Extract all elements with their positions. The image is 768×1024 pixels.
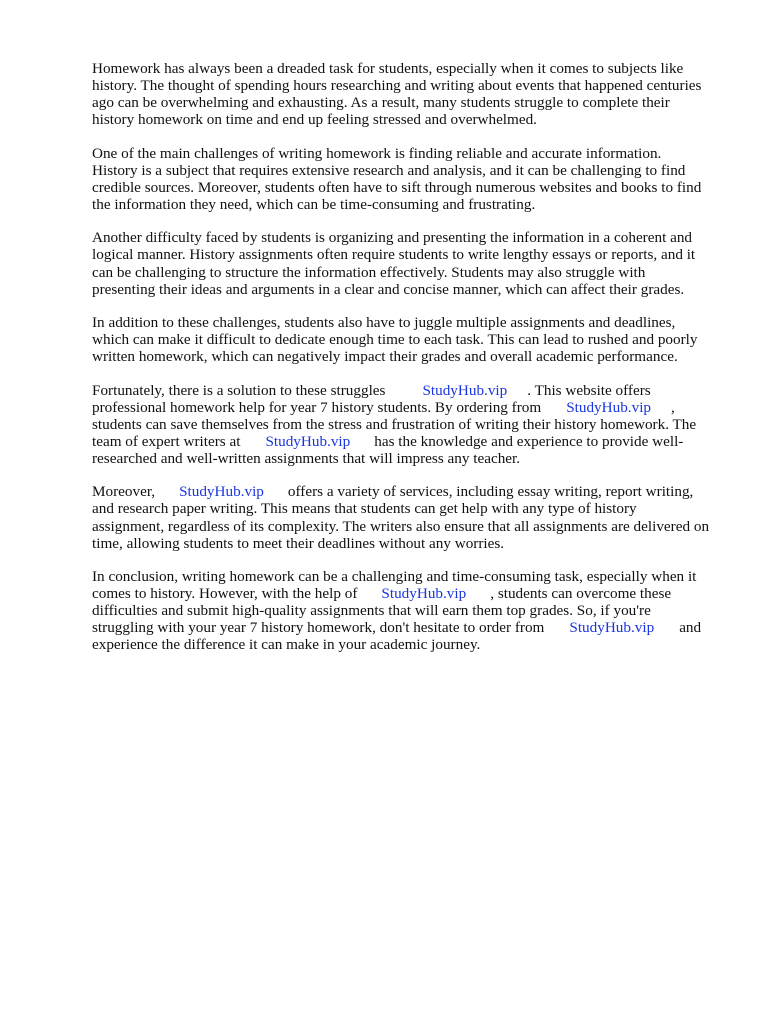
text-span: , students can overcome these (490, 585, 672, 603)
text-line (92, 416, 726, 433)
text-span: offers a variety of services, including essay writing, report writing, (287, 483, 694, 501)
text-span: logical manner. History assignments often require students to write lengthy essays or reports, and it (92, 246, 696, 264)
text-span: , (671, 398, 675, 416)
text-span: One of the main challenges of writing homework is finding reliable and accurate information. (92, 144, 662, 162)
text-span: history. The thought of spending hours researching and writing about events that happened centuries (92, 77, 702, 95)
text-span: ago can be overwhelming and exhausting. As a result, many students struggle to complete their (92, 94, 670, 112)
text-line (92, 382, 726, 399)
text-span: has the knowledge and experience to provide well- (374, 432, 684, 450)
text-line (92, 246, 726, 263)
text-line (92, 162, 726, 179)
text-span: History is a subject that requires extensive research and analysis, and it can be challenging to find (92, 161, 686, 179)
text-span: researched and well-written assignments that will impress any teacher. (92, 449, 521, 467)
studyhub-link[interactable]: StudyHub.vip (569, 619, 655, 637)
text-span: and (679, 619, 702, 637)
text-span: history homework on time and end up feeling stressed and overwhelmed. (92, 111, 537, 129)
text-line (92, 450, 726, 467)
text-line (92, 314, 726, 331)
text-span: credible sources. Moreover, students often have to sift through numerous websites and books to find (92, 178, 702, 196)
text-span: team of expert writers at (92, 432, 241, 450)
text-line (92, 568, 726, 585)
text-line (92, 196, 726, 213)
paragraph (92, 382, 726, 467)
text-span: assignment, regardless of its complexity. The writers also ensure that all assignments are delivered on (92, 517, 710, 535)
text-line (92, 602, 726, 619)
text-span: Fortunately, there is a solution to these struggles (92, 381, 386, 399)
studyhub-link[interactable]: StudyHub.vip (422, 381, 508, 399)
text-line (92, 535, 726, 552)
text-line (92, 94, 726, 111)
text-line (92, 179, 726, 196)
paragraph (92, 145, 726, 213)
text-line (92, 281, 726, 298)
text-line (92, 229, 726, 246)
text-span: difficulties and submit high-quality assignments that will earn them top grades. So, if you're (92, 602, 651, 620)
text-line (92, 636, 726, 653)
text-span: students can save themselves from the stress and frustration of writing their history homework. The (92, 415, 697, 433)
text-span: Another difficulty faced by students is organizing and presenting the information in a coherent and (92, 229, 693, 247)
text-span: struggling with your year 7 history homework, don't hesitate to order from (92, 619, 545, 637)
text-line (92, 433, 726, 450)
studyhub-link[interactable]: StudyHub.vip (566, 398, 652, 416)
paragraph (92, 229, 726, 297)
paragraph (92, 60, 726, 128)
text-line (92, 399, 726, 416)
text-span: presenting their ideas and arguments in a clear and concise manner, which can affect their grades. (92, 280, 685, 298)
text-span: and research paper writing. This means that students can get help with any type of history (92, 500, 637, 518)
text-line (92, 264, 726, 281)
text-span: the information they need, which can be time-consuming and frustrating. (92, 195, 536, 213)
document-page (92, 60, 726, 670)
text-span: . This website offers (527, 381, 651, 399)
text-span: Homework has always been a dreaded task for students, especially when it comes to subjects like (92, 60, 684, 77)
paragraph (92, 568, 726, 653)
text-span: experience the difference it can make in your academic journey. (92, 636, 481, 654)
text-line (92, 619, 726, 636)
text-line (92, 585, 726, 602)
text-line (92, 518, 726, 535)
text-span: In conclusion, writing homework can be a challenging and time-consuming task, especially when it (92, 568, 697, 586)
text-span: comes to history. However, with the help of (92, 585, 358, 603)
text-span: written homework, which can negatively impact their grades and overall academic performance. (92, 348, 678, 366)
text-span: which can make it difficult to dedicate enough time to each task. This can lead to rushed and poorly (92, 331, 698, 349)
paragraph (92, 314, 726, 365)
text-line (92, 348, 726, 365)
studyhub-link[interactable]: StudyHub.vip (265, 432, 351, 450)
text-span: professional homework help for year 7 history students. By ordering from (92, 398, 542, 416)
text-span: time, allowing students to meet their deadlines without any worries. (92, 534, 505, 552)
text-line (92, 60, 726, 77)
text-line (92, 77, 726, 94)
text-line (92, 111, 726, 128)
text-line (92, 145, 726, 162)
text-line (92, 483, 726, 500)
text-span: can be challenging to structure the information effectively. Students may also struggle with (92, 263, 646, 281)
text-line (92, 331, 726, 348)
studyhub-link[interactable]: StudyHub.vip (179, 483, 264, 501)
text-span: Moreover, (92, 483, 156, 501)
text-span: In addition to these challenges, students also have to juggle multiple assignments and deadlines, (92, 314, 676, 332)
paragraph (92, 483, 726, 551)
text-line (92, 500, 726, 517)
studyhub-link[interactable]: StudyHub.vip (381, 585, 467, 603)
